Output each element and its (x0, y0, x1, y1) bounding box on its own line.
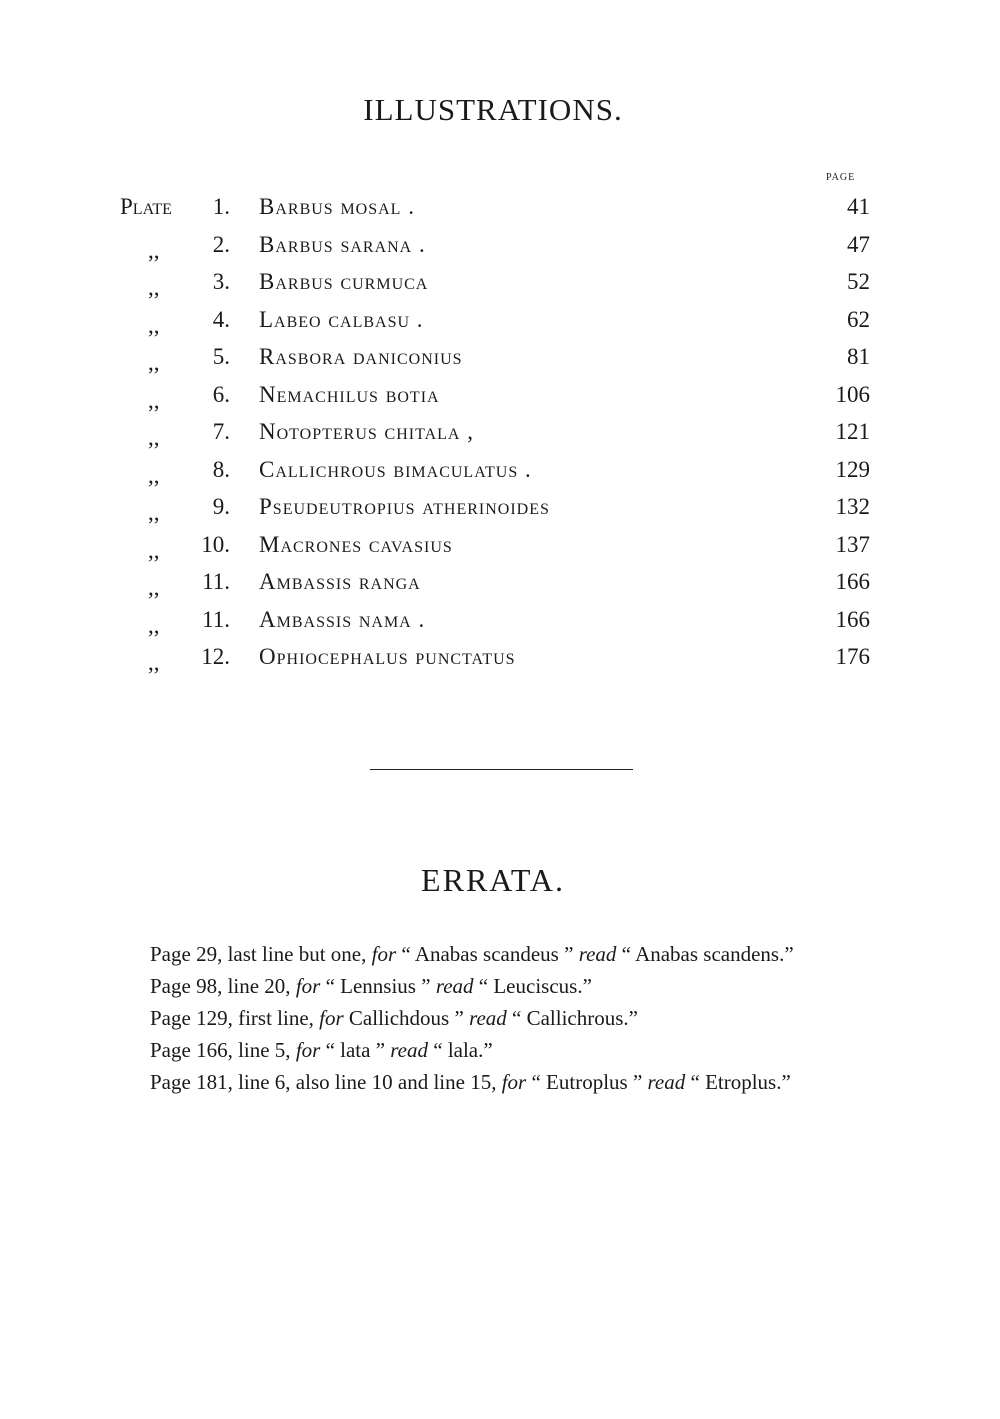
plate-row (0, 269, 1000, 305)
plate-species-name: Barbus mosal . (259, 194, 415, 219)
errata-text: Callichdous ” (343, 1006, 470, 1030)
errata-entry (130, 1066, 880, 1098)
errata-text: “ Anabas scandens.” (616, 942, 794, 966)
plate-page-number: 41 (847, 194, 870, 219)
errata-read: read (469, 1006, 507, 1030)
illustrations-heading: ILLUSTRATIONS. (363, 92, 623, 127)
ditto-mark: ,, (148, 537, 160, 563)
plate-page-number: 166 (835, 569, 870, 594)
plate-row (0, 457, 1000, 493)
plate-species-name: Labeo calbasu . (259, 306, 424, 332)
page-column-header: PAGE (826, 172, 856, 183)
plate-page-number: 176 (835, 644, 870, 669)
errata-entry (130, 938, 880, 970)
plate-species-name: Callichrous bimaculatus . (259, 456, 532, 482)
plate-row (0, 532, 1000, 568)
ditto-mark: ,, (148, 237, 160, 263)
errata-for: for (295, 974, 321, 998)
errata-entry (130, 1034, 880, 1066)
ditto-mark: ,, (148, 462, 160, 488)
errata-heading: ERRATA. (421, 862, 565, 898)
plate-number: 9. (212, 494, 230, 519)
plate-species-name: Barbus sarana . (259, 231, 426, 257)
errata-text: Page 29, last line but one, (150, 942, 372, 966)
ditto-mark: ,, (148, 312, 160, 338)
plate-number: 2. (212, 231, 230, 257)
ditto-mark: ,, (148, 425, 160, 450)
plate-page-number: 62 (847, 306, 870, 332)
plate-number: 3. (212, 269, 230, 294)
plate-number: 11. (202, 606, 230, 632)
errata-for: for (371, 942, 397, 966)
plate-row (0, 382, 1000, 418)
ditto-mark: ,, (148, 275, 160, 300)
errata-text: Page 181, line 6, also line 10 and line 15, (150, 1070, 502, 1094)
plate-species-name: Macrones cavasius (259, 531, 453, 557)
plate-page-number: 129 (835, 456, 870, 482)
plate-species-name: Pseudeutropius atherinoides (259, 494, 550, 519)
plate-number: 4. (212, 306, 230, 332)
plate-species-name: Ambassis nama . (259, 606, 426, 632)
errata-list (130, 938, 880, 1098)
plate-number: 12. (201, 644, 230, 669)
ditto-mark: ,, (148, 612, 160, 638)
errata-entry (130, 1002, 880, 1034)
plate-row (0, 344, 1000, 380)
plate-species-name: Notopterus chitala , (259, 419, 474, 444)
plate-number: 8. (212, 456, 230, 482)
plate-row (0, 419, 1000, 455)
errata-text: Page 98, line 20, (150, 974, 296, 998)
plate-row (0, 232, 1000, 268)
errata-read: read (435, 974, 474, 998)
plate-number: 7. (212, 419, 230, 444)
errata-text: “ lata ” (320, 1038, 391, 1062)
plate-row (0, 644, 1000, 680)
errata-text: “ Leuciscus.” (473, 974, 592, 998)
plate-page-number: 166 (835, 606, 870, 632)
plate-row (0, 194, 1000, 230)
errata-read: read (647, 1070, 686, 1094)
errata-text: Page 166, line 5, (150, 1038, 296, 1062)
plate-row (0, 607, 1000, 643)
errata-text: Page 129, first line, (150, 1006, 320, 1030)
errata-text: “ Callichrous.” (506, 1006, 638, 1030)
errata-read: read (390, 1038, 428, 1062)
plate-label: Plate (120, 194, 172, 219)
plate-number: 6. (212, 381, 230, 407)
plate-page-number: 106 (835, 381, 870, 407)
section-divider (370, 769, 633, 770)
errata-for: for (295, 1038, 321, 1062)
ditto-mark: ,, (148, 650, 160, 675)
plate-row (0, 494, 1000, 530)
errata-for: for (501, 1070, 527, 1094)
errata-text: “ Eutroplus ” (526, 1070, 648, 1094)
ditto-mark: ,, (148, 387, 160, 413)
plate-row (0, 307, 1000, 343)
plate-page-number: 132 (835, 494, 870, 519)
plate-page-number: 121 (835, 419, 870, 444)
plate-species-name: Barbus curmuca (259, 269, 429, 294)
plate-number: 5. (212, 344, 230, 369)
plate-number: 1. (212, 194, 230, 219)
plate-species-name: Nemachilus botia (259, 381, 440, 407)
plate-row (0, 569, 1000, 605)
plate-species-name: Ambassis ranga (259, 569, 421, 594)
errata-text: “ Etroplus.” (685, 1070, 791, 1094)
errata-entry (130, 970, 880, 1002)
plate-number: 11. (202, 569, 230, 594)
plate-number: 10. (201, 531, 230, 557)
errata-read: read (578, 942, 617, 966)
errata-text: “ lala.” (428, 1038, 493, 1062)
plate-species-name: Rasbora daniconius (259, 344, 463, 369)
ditto-mark: ,, (148, 500, 160, 525)
ditto-mark: ,, (148, 350, 160, 375)
plate-page-number: 137 (835, 531, 870, 557)
errata-text: “ Anabas scandeus ” (396, 942, 579, 966)
plate-page-number: 47 (847, 231, 870, 257)
ditto-mark: ,, (148, 575, 160, 600)
plate-species-name: Ophiocephalus punctatus (259, 644, 516, 669)
plate-page-number: 81 (847, 344, 870, 369)
plate-page-number: 52 (847, 269, 870, 294)
errata-for: for (319, 1006, 344, 1030)
errata-text: “ Lennsius ” (320, 974, 436, 998)
